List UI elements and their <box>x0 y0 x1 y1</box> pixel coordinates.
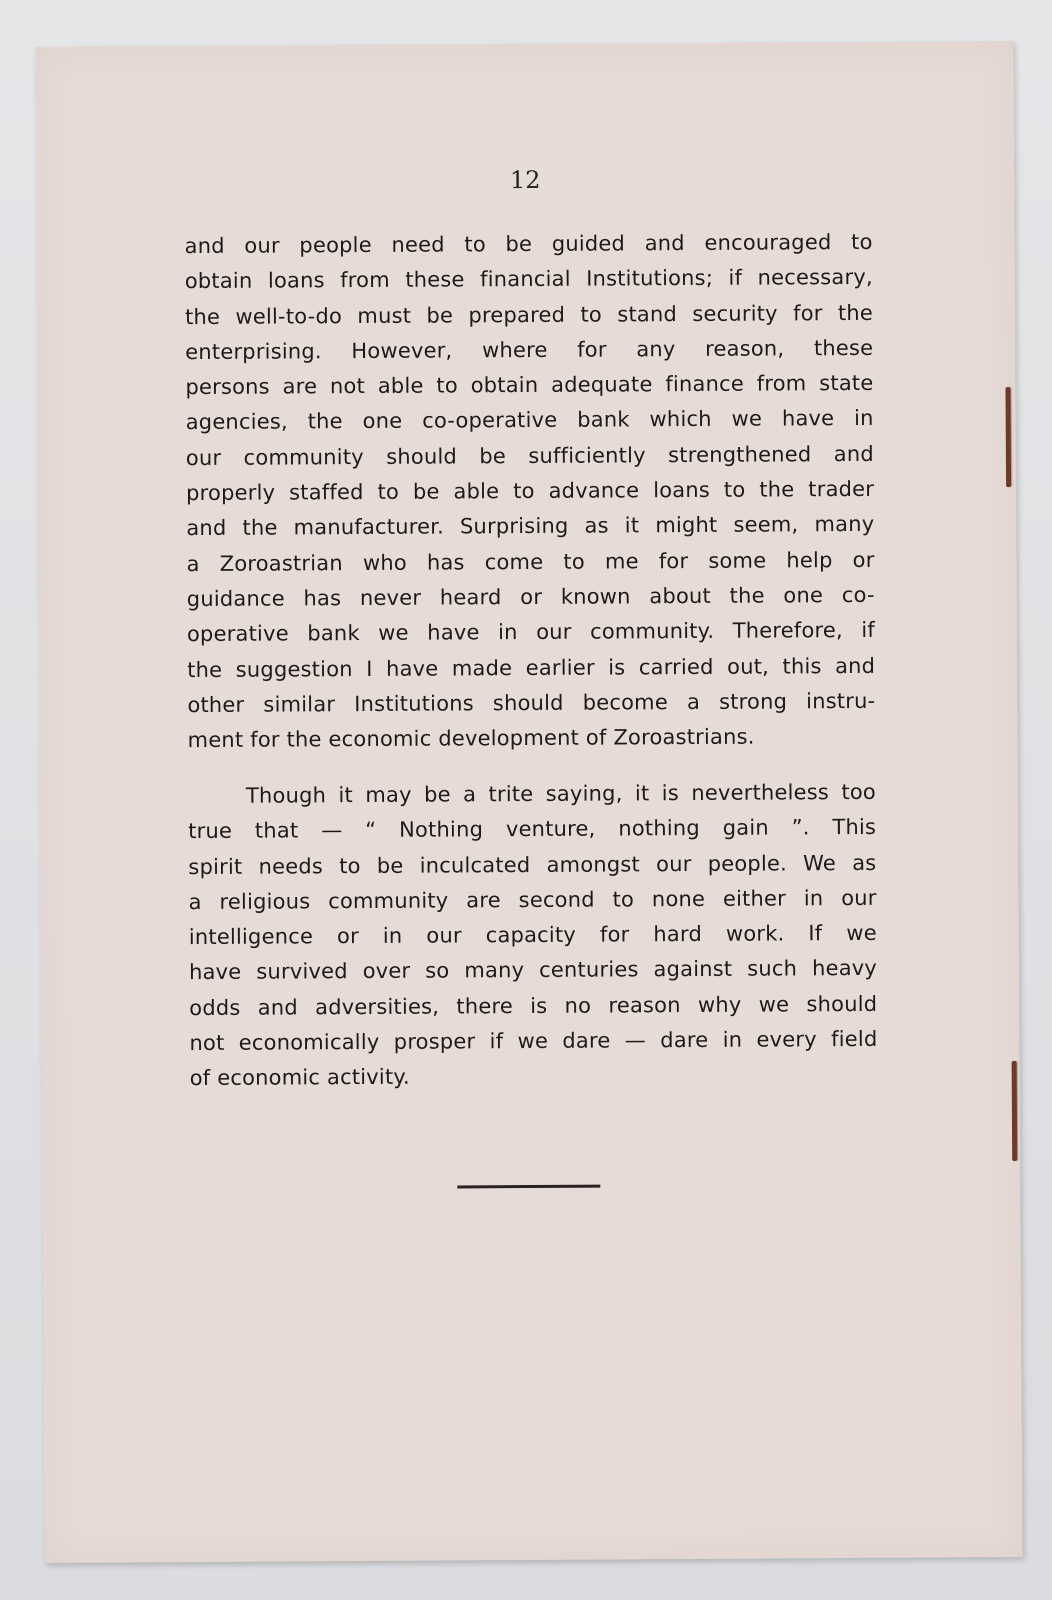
text-line: and the manufacturer. Surprising as it might seem, many <box>186 512 875 541</box>
text-line: have survived over so many centuries against such heavy <box>188 956 878 985</box>
text-line: operative bank we have in our community. Therefore, if <box>186 618 876 647</box>
paragraph-2 <box>188 775 878 1097</box>
text-line: our community should be sufficiently strengthened and <box>185 441 874 470</box>
text-line: odds and adversities, there is no reason why we should <box>189 991 878 1020</box>
page-number: 12 <box>509 165 541 195</box>
text-line: true that — “ Nothing venture, nothing gain ”. This <box>188 815 877 844</box>
staple-bottom <box>1012 1061 1018 1161</box>
text-line: of economic activity. <box>189 1065 410 1091</box>
text-line: intelligence or in our capacity for hard work. If we <box>188 921 877 950</box>
text-line: other similar Institutions should become a strong instru- <box>187 688 876 717</box>
paragraph-1 <box>184 225 875 759</box>
text-line: agencies, the one co-operative bank which we have in <box>185 406 874 435</box>
text-line: the suggestion I have made earlier is carried out, this and <box>187 653 876 682</box>
text-line: spirit needs to be inculcated amongst our people. We as <box>188 850 877 879</box>
end-rule <box>457 1185 600 1189</box>
text-line: Though it may be a trite saying, it is nevertheless too <box>245 779 877 808</box>
text-line: persons are not able to obtain adequate finance from state <box>185 371 874 400</box>
staple-top <box>1005 387 1011 487</box>
text-line: not economically prosper if we dare — dare in every field <box>189 1026 878 1056</box>
text-line: guidance has never heard or known about the one co- <box>186 582 875 612</box>
text-line: obtain loans from these financial Institutions; if necessary, <box>184 265 873 294</box>
text-line: enterprising. However, where for any reason, these <box>185 335 874 364</box>
text-line: and our people need to be guided and encouraged to <box>184 229 873 259</box>
document-page <box>35 41 1022 1563</box>
text-line: ment for the economic development of Zoroastrians. <box>187 724 755 753</box>
text-line: a religious community are second to none either in our <box>188 885 877 914</box>
text-line: a Zoroastrian who has come to me for some help or <box>186 547 875 576</box>
text-line: properly staffed to be able to advance loans to the trader <box>186 476 875 506</box>
text-line: the well-to-do must be prepared to stand security for the <box>184 300 874 329</box>
